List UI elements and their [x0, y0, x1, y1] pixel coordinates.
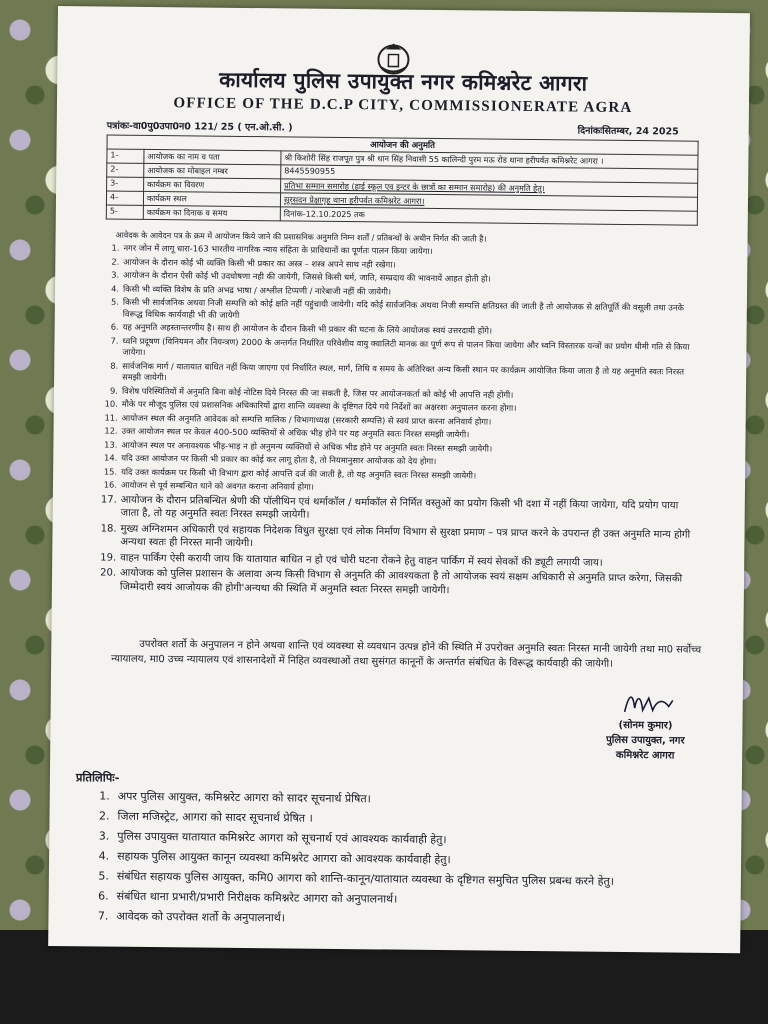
police-permission-letter — [48, 6, 750, 953]
handwritten-signature — [619, 688, 679, 719]
condition-item: 13. आयोजन स्थल पर अनावश्यक भीड़-भाड़ न हो अनुमन्य व्यक्तियों से अधिक भीड होने पर अनुमति स्वतः निरस्त समझी जायेगी। — [104, 439, 493, 454]
condition-item: 2. आयोजन के दौरान कोई भी व्यक्ति किसी भी प्रकार का अस्त्र – शस्त्र अपने साथ नही रखेगा। — [111, 256, 396, 270]
signer-designation: पुलिस उपायुक्त, नगर — [606, 734, 685, 747]
condition-item: 20. आयोजक को पुलिस प्रशासन के अलावा अन्य किसी विभाग से अनुमति की आवश्यकता है तो आयोजक स्वयं सक्षम अधिकारी से अनुमति प्राप्त करेगा, जिसकी जिम्मेदारी स्वयं आजोयक की होगी'अन्यथा की स्थिति में अनुमति स्वतः निरस्त समझी जायेगी। — [100, 567, 683, 596]
list-item: 1. अपर पुलिस आयुक्त, कमिश्नरेट आगरा को सादर सूचनार्थ प्रेषित। — [99, 789, 371, 806]
table-row: 5- कार्यक्रम का दिनाक व समय दिनांक-12.10.2025 तक — [106, 205, 697, 225]
condition-item: 17. आयोजन के दौरान प्रतिबन्धित श्रेणी की पॉलीथिन एवं थर्माकॉल / थर्माकॉल से निर्मित वस्तुओं का प्रयोग किसी भी दशा में नहीं किया जायेगा, यदि प्रयोग पाया जाता है, तो यह अनुमति स्वतः निरस्त समझी जायेगी। — [100, 493, 679, 521]
table-row: 3- कार्यक्रम का विवरण प्रतिभा सम्मान समारोह (हाई स्कूल एव इन्टर के छात्रों का सम्मान समारोह) की अनुमति हेतु। — [107, 177, 698, 197]
closing-paragraph: उपरोक्त शर्तो के अनुपालन न होने अथवा शान्ति एवं व्यवस्था से व्यवधान उत्पन्न होने की स्थिति में उपरोक्त अनुमति स्वतः निरस्त मानी जायेगी तथा मा0 सर्वोच्च न्यायालय, मा0 उच्च न्यायालय एवं शासनादेशों में निहित व्यवस्थाओं तथा सुसंगत कानूनों के अन्तर्गत संबंधित के विरूद्ध कार्यवाही की जायेगी। — [111, 638, 702, 670]
conditions-list — [94, 242, 698, 601]
copies-heading: प्रतिलिपिः- — [75, 770, 120, 785]
condition-item: 12. उक्त आयोजन स्थल पर केवल 400-500 व्यक्तियों से अधिक भीड़ होने पर यह अनुमति स्वतः निरस्त समझी जायेगी। — [104, 425, 470, 440]
list-item: 3. पुलिस उपायुक्त यातायात कमिश्नरेट आगरा को सूचनार्थ एवं आवश्यक कार्यवाही हेतु। — [98, 829, 447, 847]
condition-item: 14. यदि उक्त आयोजन पर किसी भी प्रकार का कोई कर लागू होता है, तो नियमानुसार आयोजक को देय होगा। — [104, 452, 437, 466]
condition-item: 6. यह अनुमति अहस्तान्तरणीय है। साथ ही आयोजन के दौरान किसी भी प्रकार की घटना के लिये आयोजक स्वयं उत्तरदायी होंगे। — [110, 321, 493, 336]
table-row: 1- आयोजक का नाम व पता श्री किशोरी सिंह राजपूत पुत्र श्री थान सिंह निवासी 55 कालिन्दी पुरम मऊ रोड थाना हरीपर्वत कमिश्नरेट आगरा । — [107, 149, 698, 169]
list-item: 2. जिला मजिस्ट्रेट, आगरा को सादर सूचनार्थ प्रेषित । — [98, 809, 313, 825]
condition-item: 3. आयोजन के दौरान ऐसी कोई भी उदघोषणा नही की जायेगी, जिससे किसी धर्म, जाति, सम्प्रदाय की भावनायें आहत होती हो। — [111, 269, 491, 284]
condition-item: 19. वाहन पार्किंग ऐसी करायी जाय कि यातायात बाधित न हो एवं चोरी घटना रोकने हेतु वाहन पार्किंग में स्वयं सेवकों की ड्यूटी लगायी जाय। — [100, 551, 603, 569]
office-title-english: OFFICE OF THE D.C.P CITY, COMMISSIONERATE AGRA — [173, 95, 633, 117]
event-date: दिनांक-12.10.2025 तक — [280, 207, 697, 225]
list-item: 5. संबंधित सहायक पुलिस आयुक्त, कमि0 आगरा को शान्ति-कानून/यातायात व्यवस्था के दृष्टिगत समुचित पुलिस प्रबन्ध करने हेतु। — [98, 869, 615, 888]
condition-item: 7. ध्वनि प्रदूषण (विनियमन और नियन्त्रण) 2000 के अन्तर्गत निर्धारित परिवेशीय वायु क्वालिटी मानक का पूर्ण रूप से पालन किया जायेगा और ध्वनि विस्तारक यन्त्रों का प्रयोग धीमी गति से किया जायेगा। — [110, 335, 690, 357]
condition-item: 8. सार्वजनिक मार्ग / यातायात बाधित नहीं किया जाएगा एवं निर्धारित स्थल, मार्ग, तिथि व समय के अतिरिक्त अन्य किसी स्थान पर कार्यक्रम आयोजित किया जाता है तो यह अनुमति स्वतः निरस्त समझी जायेगी। — [110, 360, 685, 383]
condition-item: 10. मौके पर मौजूद पुलिस एवं प्रशासनिक अधिकारियों द्वारा शान्ति व्यवस्था के दृष्टिगत दिये गये निर्देशों का अक्षरशः अनुपालन करना होगा। — [104, 398, 517, 413]
condition-item: 15. यदि उक्त कार्यक्रम पर किसी भी विभाग द्वारा कोई आपत्ति दर्ज की जाती है, तो यह अनुमति स्वतः निरस्त समझी जायेगी। — [103, 466, 477, 480]
condition-item: 11. आयोजन स्थल की अनुमति आवेदक को सम्पत्ति मालिक / विभागाध्यक्ष (सरकारी सम्पत्ति) से स्वयं प्राप्त करना अनिवार्य होगा। — [104, 412, 492, 427]
permission-details-table — [106, 135, 699, 226]
reference-number: पत्रांकः-वा0पु0उपा0न0 121/ 25 ( एन.ओ.सी. ) — [106, 120, 293, 134]
signer-office: कमिश्नरेट आगरा — [615, 749, 675, 762]
organizer-name-address: श्री किशोरी सिंह राजपूत पुत्र श्री थान सिंह निवासी 55 कालिन्दी पुरम मऊ रोड थाना हरीपर्वत कमिश्नरेट आगरा । — [281, 151, 698, 169]
condition-item: 5. किसी भी सार्वजनिक अथवा निजी सम्पत्ति को कोई क्षति नहीं पहुंचायी जायेगी। यदि कोई सार्वजनिक अथवा निजी सम्पत्ति क्षतिग्रस्त की जाती है तो आयोजक से क्षतिपूर्ति की वसूली तथा उनके विरूद्ध विधिक कार्यवाही भी की जायेगी — [110, 296, 684, 320]
condition-item: 9. विशेष परिस्थितियों में अनुमति बिना कोई नोटिस दिये निरस्त की जा सकती है, जिस पर आयोजनकर्ता को कोई भी आपत्ति नही होगी। — [110, 385, 514, 400]
organizer-mobile: 8445590955 — [281, 165, 698, 183]
office-title-hindi: कार्यालय पुलिस उपायुक्त नगर कमिश्नरेट आगरा — [219, 67, 588, 96]
event-venue: सूरसदन प्रेक्षागृह थाना हरीपर्वत कमिश्नरेट आगरा। — [280, 193, 697, 211]
copies-list — [86, 786, 727, 933]
condition-item: 1. नगर जोन में लागू धारा-163 भारतीय नागरिक न्याय संहिता के प्राविधानों का पूर्णतः पालन किया जायेगा। — [111, 242, 433, 256]
signing-authority — [570, 717, 720, 764]
permission-intro: आवेदक के आवेदन पत्र के क्रम में आयोजन किये जाने की प्रशासनिक अनुमति निम्न शर्तों / प्रतिबन्धों के अधीन निर्गत की जाती है। — [115, 230, 487, 244]
list-item: 6. संबंधित थाना प्रभारी/प्रभारी निरीक्षक कमिश्नरेट आगरा को अनुपालनार्थ। — [98, 889, 398, 906]
list-item: 4. सहायक पुलिस आयुक्त कानून व्यवस्था कमिश्नरेट आगरा को आवश्यक कार्यवाही हेतु। — [98, 849, 451, 867]
table-row: 4- कार्यक्रम स्थल सूरसदन प्रेक्षागृह थाना हरीपर्वत कमिश्नरेट आगरा। — [106, 191, 697, 211]
event-description: प्रतिभा सम्मान समारोह (हाई स्कूल एव इन्टर के छात्रों का सम्मान समारोह) की अनुमति हेतु। — [281, 179, 698, 197]
table-caption: आयोजन की अनुमति — [107, 135, 698, 155]
list-item: 7. आवेदक को उपरोक्त शर्तो के अनुपालनार्थ। — [97, 909, 286, 925]
signer-name: (सोनम कुमार) — [618, 719, 673, 732]
condition-item: 4. किसी भी व्यक्ति विशेष के प्रति अभद्र भाषा / अश्लील टिप्पणी / नारेबाजी नहीं की जायेगी। — [111, 283, 392, 297]
condition-item: 18. मुख्य अग्निशमन अधिकारी एवं सहायक निदेशक विधुत सुरक्षा एवं लोक निर्माण विभाग से सुरक्षा प्रमाण – पत्र प्राप्त करने के उपरान्त ही उक्त अनुमति मान्य होगी अन्यथा स्वतः ही निरस्त मानी जायेगी। — [100, 522, 691, 550]
condition-item: 16. आयोजन से पूर्व सम्बन्धित थाने को अवगत कराना अनिवार्य होगा। — [103, 479, 315, 492]
table-row: 2- आयोजक का मोबाइल नम्बर 8445590955 — [107, 163, 698, 183]
letter-date: दिनांकःसितम्बर, 24 2025 — [577, 125, 679, 138]
